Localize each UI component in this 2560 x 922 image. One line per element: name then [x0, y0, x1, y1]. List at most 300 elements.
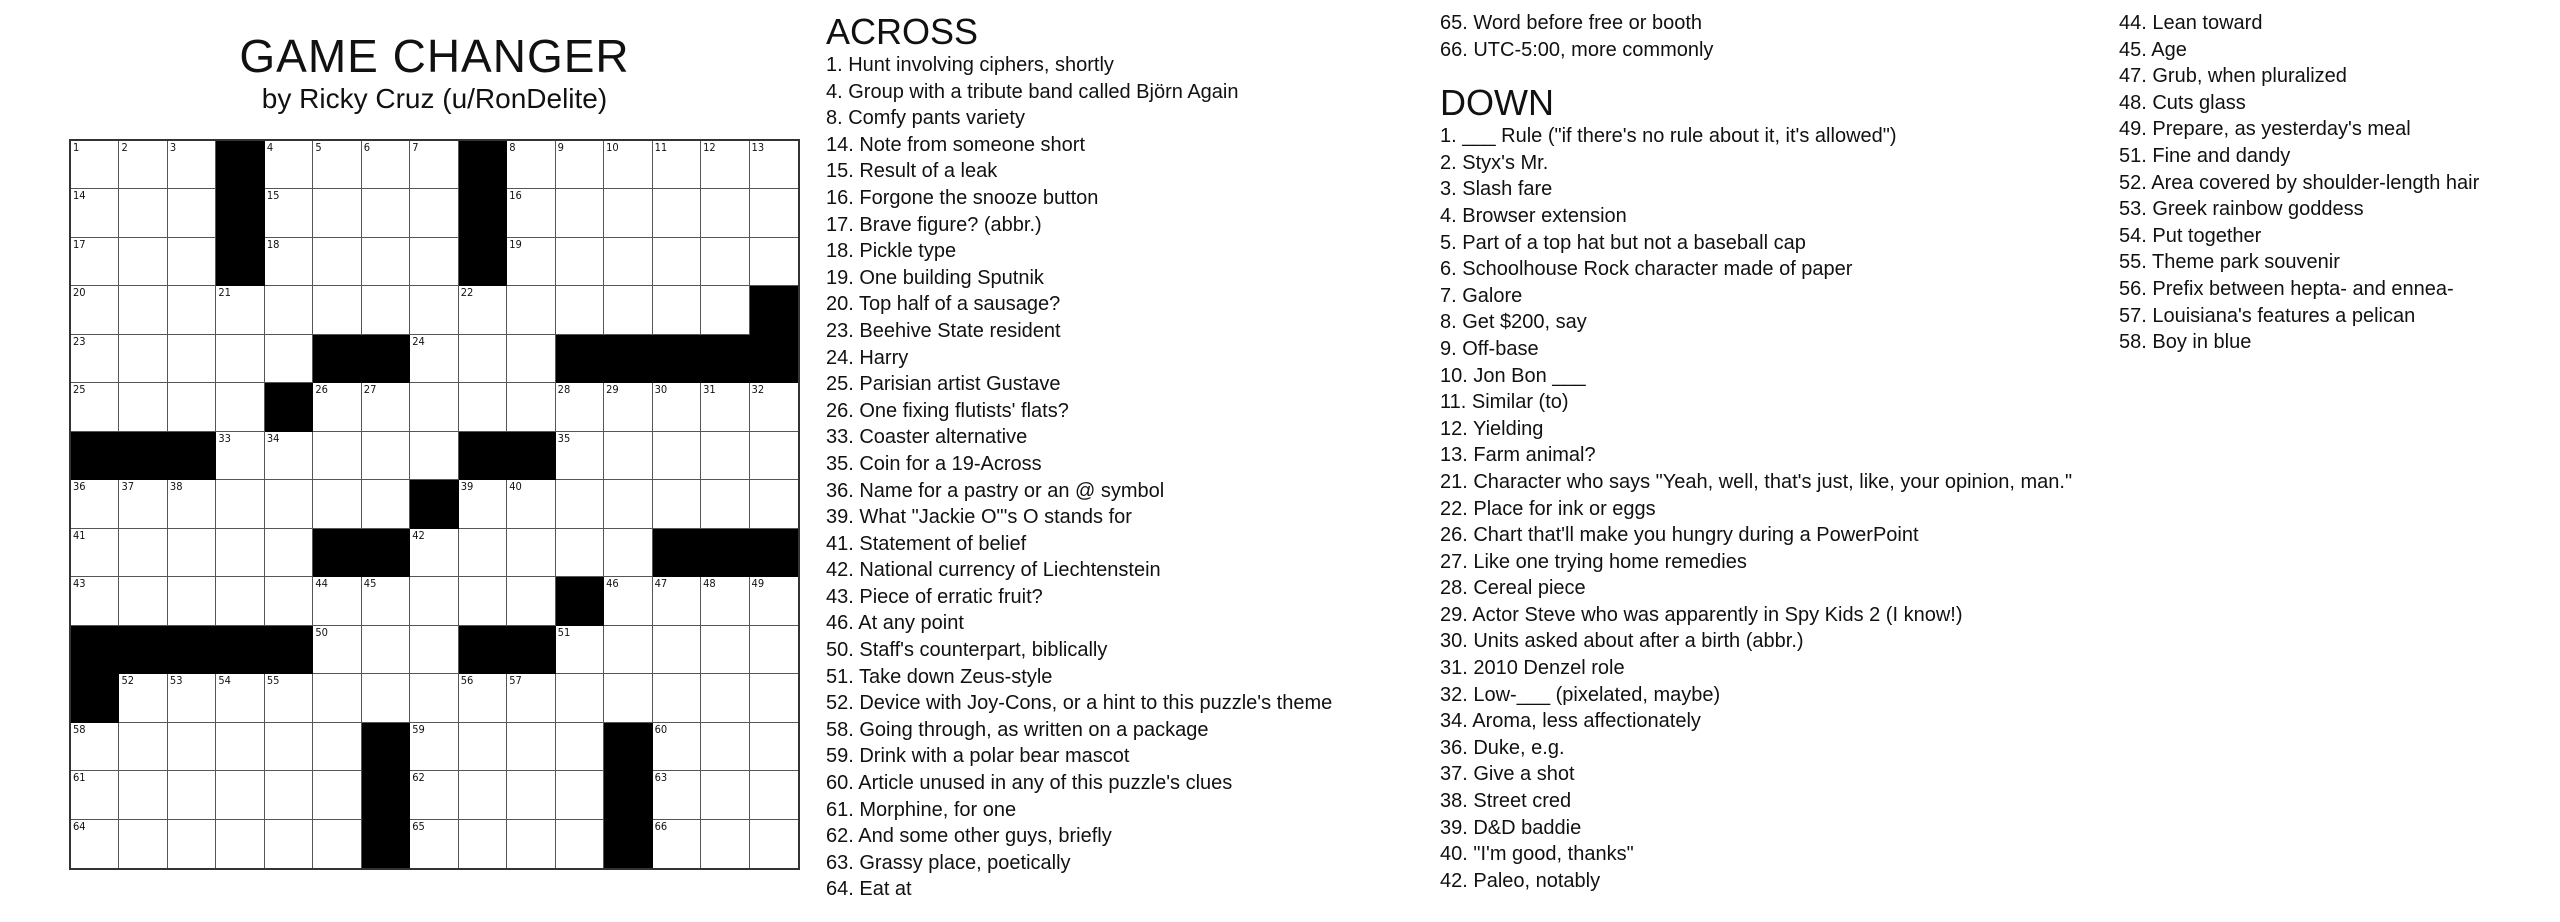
down-clue[interactable]: 4. Browser extension — [1440, 204, 1627, 227]
across-clue[interactable]: 4. Group with a tribute band called Björn Again — [826, 80, 1239, 103]
cell-number: 47 — [654, 577, 668, 591]
grid-cell[interactable] — [556, 723, 604, 771]
across-clue[interactable]: 24. Harry — [826, 346, 909, 369]
grid-cell[interactable] — [410, 335, 458, 383]
grid-cell[interactable] — [216, 286, 264, 334]
grid-cell[interactable] — [216, 480, 264, 528]
grid-cell[interactable] — [701, 286, 749, 334]
grid-cell[interactable] — [168, 674, 216, 722]
grid-cell[interactable] — [556, 432, 604, 480]
grid-cell[interactable] — [750, 480, 798, 528]
grid-cell[interactable] — [71, 383, 119, 431]
grid-cell[interactable] — [313, 674, 361, 722]
black-square — [265, 626, 313, 674]
grid-cell[interactable] — [313, 723, 361, 771]
down-clue[interactable]: 40. "I'm good, thanks" — [1440, 843, 1634, 866]
across-clue[interactable]: 58. Going through, as written on a package — [826, 718, 1209, 741]
grid-cell[interactable] — [265, 432, 313, 480]
grid-cell[interactable] — [313, 771, 361, 819]
cell-number: 29 — [606, 383, 619, 397]
across-clue[interactable]: 62. And some other guys, briefly — [826, 825, 1112, 848]
grid-cell[interactable] — [265, 238, 313, 286]
down-clue[interactable]: 48. Cuts glass — [2119, 91, 2246, 114]
grid-cell[interactable] — [265, 480, 313, 528]
across-clue[interactable]: 52. Device with Joy-Cons, or a hint to this puzzle's theme — [826, 692, 1333, 715]
black-square — [653, 529, 701, 577]
down-clue[interactable]: 47. Grub, when pluralized — [2119, 65, 2347, 88]
grid-cell[interactable] — [168, 723, 216, 771]
cell-number: 28 — [557, 383, 571, 397]
across-clue[interactable]: 17. Brave figure? (abbr.) — [826, 213, 1042, 236]
grid-cell[interactable] — [556, 189, 604, 237]
grid-cell[interactable] — [459, 723, 507, 771]
across-clue[interactable]: 35. Coin for a 19-Across — [826, 452, 1042, 475]
grid-cell[interactable] — [410, 141, 458, 189]
down-clue[interactable]: 7. Galore — [1440, 284, 1523, 307]
grid-cell[interactable] — [362, 238, 410, 286]
cell-number: 3 — [169, 141, 177, 154]
across-clue[interactable]: 25. Parisian artist Gustave — [826, 373, 1061, 396]
across-clue[interactable]: 15. Result of a leak — [826, 160, 998, 183]
grid-cell[interactable] — [507, 238, 555, 286]
grid-cell[interactable] — [556, 480, 604, 528]
grid-cell[interactable] — [410, 432, 458, 480]
cell-number: 54 — [218, 674, 231, 688]
across-clue[interactable]: 19. One building Sputnik — [826, 266, 1044, 289]
grid-cell[interactable] — [750, 141, 798, 189]
grid-cell[interactable] — [119, 286, 167, 334]
black-square — [119, 626, 167, 674]
black-square — [313, 335, 361, 383]
grid-cell[interactable] — [410, 626, 458, 674]
grid-cell[interactable] — [313, 432, 361, 480]
down-clue[interactable]: 5. Part of a top hat but not a baseball cap — [1440, 231, 1806, 254]
grid-cell[interactable] — [362, 626, 410, 674]
grid-cell[interactable] — [71, 577, 119, 625]
grid-cell[interactable] — [556, 771, 604, 819]
down-clue[interactable]: 36. Duke, e.g. — [1440, 736, 1565, 759]
grid-cell[interactable] — [119, 141, 167, 189]
across-clue[interactable]: 8. Comfy pants variety — [826, 107, 1025, 130]
grid-cell[interactable] — [459, 335, 507, 383]
across-clue[interactable]: 18. Pickle type — [826, 240, 957, 263]
grid-cell[interactable] — [119, 480, 167, 528]
grid-cell[interactable] — [119, 189, 167, 237]
grid-cell[interactable] — [701, 723, 749, 771]
grid-cell[interactable] — [507, 723, 555, 771]
down-clue[interactable]: 6. Schoolhouse Rock character made of paper — [1440, 258, 1853, 281]
grid-cell[interactable] — [313, 383, 361, 431]
grid-cell[interactable] — [701, 771, 749, 819]
cell-number: 15 — [266, 189, 280, 203]
grid-cell[interactable] — [653, 189, 701, 237]
across-clue[interactable]: 61. Morphine, for one — [826, 798, 1017, 821]
grid-cell[interactable] — [653, 577, 701, 625]
cell-number: 30 — [654, 383, 668, 397]
grid-cell[interactable] — [459, 529, 507, 577]
grid-cell[interactable] — [653, 238, 701, 286]
across-clue[interactable]: 1. Hunt involving ciphers, shortly — [826, 54, 1114, 76]
grid-cell[interactable] — [71, 141, 119, 189]
cell-number: 26 — [315, 383, 328, 397]
grid-cell[interactable] — [216, 771, 264, 819]
grid-cell[interactable] — [119, 577, 167, 625]
down-clue[interactable]: 11. Similar (to) — [1440, 391, 1569, 414]
grid-cell[interactable] — [750, 674, 798, 722]
cell-number: 25 — [73, 383, 86, 397]
grid-cell[interactable] — [71, 771, 119, 819]
grid-cell[interactable] — [313, 189, 361, 237]
black-square — [362, 820, 410, 868]
cell-number: 34 — [266, 431, 280, 445]
cell-number: 4 — [266, 141, 274, 154]
across-clue[interactable]: 16. Forgone the snooze button — [826, 186, 1099, 209]
grid-cell[interactable] — [216, 432, 264, 480]
grid-cell[interactable] — [701, 141, 749, 189]
down-clue[interactable]: 51. Fine and dandy — [2119, 144, 2291, 167]
grid-cell[interactable] — [265, 529, 313, 577]
grid-cell[interactable] — [168, 480, 216, 528]
grid-cell[interactable] — [750, 238, 798, 286]
grid-cell[interactable] — [410, 189, 458, 237]
grid-cell[interactable] — [507, 286, 555, 334]
grid-cell[interactable] — [507, 820, 555, 868]
across-clue[interactable]: 26. One fixing flutists' flats? — [826, 399, 1069, 422]
grid-cell[interactable] — [168, 335, 216, 383]
grid-cell[interactable] — [410, 383, 458, 431]
black-square — [362, 529, 410, 577]
grid-cell[interactable] — [701, 626, 749, 674]
down-clue[interactable]: 2. Styx's Mr. — [1440, 151, 1549, 174]
grid-cell[interactable] — [265, 335, 313, 383]
grid-cell[interactable] — [168, 771, 216, 819]
grid-cell[interactable] — [459, 480, 507, 528]
grid-cell[interactable] — [459, 383, 507, 431]
grid-cell[interactable] — [410, 286, 458, 334]
grid-cell[interactable] — [265, 286, 313, 334]
grid-cell[interactable] — [410, 238, 458, 286]
grid-cell[interactable] — [653, 723, 701, 771]
grid-cell[interactable] — [604, 383, 652, 431]
down-clue[interactable]: 31. 2010 Denzel role — [1440, 657, 1625, 680]
grid-cell[interactable] — [265, 771, 313, 819]
grid-cell[interactable] — [216, 723, 264, 771]
black-square — [168, 432, 216, 480]
grid-cell[interactable] — [216, 529, 264, 577]
grid-cell[interactable] — [653, 141, 701, 189]
down-clue[interactable]: 49. Prepare, as yesterday's meal — [2119, 118, 2411, 141]
down-clue[interactable]: 1. ___ Rule ("if there's no rule about it, it's allowed") — [1440, 125, 1897, 148]
grid-cell[interactable] — [265, 577, 313, 625]
cell-number: 41 — [73, 528, 86, 542]
grid-cell[interactable] — [119, 529, 167, 577]
grid-cell[interactable] — [362, 674, 410, 722]
grid-cell[interactable] — [216, 577, 264, 625]
grid-cell[interactable] — [410, 577, 458, 625]
grid-cell[interactable] — [701, 480, 749, 528]
grid-cell[interactable] — [119, 383, 167, 431]
grid-cell[interactable] — [701, 674, 749, 722]
grid-cell[interactable] — [71, 286, 119, 334]
grid-cell[interactable] — [71, 480, 119, 528]
grid-cell[interactable] — [459, 820, 507, 868]
grid-cell[interactable] — [604, 286, 652, 334]
grid-cell[interactable] — [168, 141, 216, 189]
grid-cell[interactable] — [604, 674, 652, 722]
grid-cell[interactable] — [556, 626, 604, 674]
black-square — [604, 335, 652, 383]
down-clue[interactable]: 45. Age — [2119, 38, 2187, 61]
grid-cell[interactable] — [362, 577, 410, 625]
black-square — [556, 577, 604, 625]
across-clue[interactable]: 64. Eat at — [826, 878, 912, 901]
grid-cell[interactable] — [507, 771, 555, 819]
grid-cell[interactable] — [119, 820, 167, 868]
across-clue[interactable]: 46. At any point — [826, 612, 964, 635]
across-clue[interactable]: 39. What "Jackie O"'s O stands for — [826, 506, 1132, 529]
black-square — [216, 141, 264, 189]
across-clue[interactable]: 59. Drink with a polar bear mascot — [826, 745, 1130, 768]
grid-cell[interactable] — [701, 189, 749, 237]
down-clue[interactable]: 57. Louisiana's features a pelican — [2119, 304, 2416, 327]
cell-number: 22 — [460, 286, 474, 300]
grid-cell[interactable] — [410, 723, 458, 771]
grid-cell[interactable] — [265, 674, 313, 722]
grid-cell[interactable] — [701, 383, 749, 431]
grid-cell[interactable] — [507, 141, 555, 189]
grid-cell[interactable] — [556, 141, 604, 189]
grid-cell[interactable] — [653, 432, 701, 480]
grid-cell[interactable] — [216, 820, 264, 868]
grid-cell[interactable] — [168, 577, 216, 625]
cell-number: 64 — [73, 819, 86, 833]
grid-cell[interactable] — [507, 189, 555, 237]
grid-cell[interactable] — [653, 674, 701, 722]
grid-cell[interactable] — [168, 820, 216, 868]
grid-cell[interactable] — [459, 771, 507, 819]
grid-cell[interactable] — [313, 480, 361, 528]
grid-cell[interactable] — [362, 480, 410, 528]
down-clue[interactable]: 52. Area covered by shoulder-length hair — [2119, 171, 2480, 194]
grid-cell[interactable] — [265, 141, 313, 189]
down-clue[interactable]: 21. Character who says "Yeah, well, that's just, like, your opinion, man." — [1440, 470, 2073, 493]
down-clue[interactable]: 56. Prefix between hepta- and ennea- — [2119, 277, 2454, 300]
grid-cell[interactable] — [313, 626, 361, 674]
grid-cell[interactable] — [71, 189, 119, 237]
down-clue[interactable]: 13. Farm animal? — [1440, 444, 1596, 467]
grid-cell[interactable] — [556, 674, 604, 722]
cell-number: 52 — [121, 674, 135, 688]
grid-cell[interactable] — [604, 626, 652, 674]
down-clue[interactable]: 27. Like one trying home remedies — [1440, 550, 1747, 573]
across-clue[interactable]: 14. Note from someone short — [826, 133, 1086, 156]
grid-cell[interactable] — [750, 723, 798, 771]
cell-number: 44 — [315, 577, 328, 591]
down-clue[interactable]: 8. Get $200, say — [1440, 311, 1587, 334]
down-clue[interactable]: 42. Paleo, notably — [1440, 869, 1601, 892]
grid-cell[interactable] — [701, 820, 749, 868]
grid-cell[interactable] — [750, 432, 798, 480]
across-clue[interactable]: 43. Piece of erratic fruit? — [826, 585, 1043, 608]
grid-cell[interactable] — [750, 577, 798, 625]
cell-number: 23 — [73, 334, 86, 348]
grid-cell[interactable] — [313, 577, 361, 625]
grid-cell[interactable] — [313, 238, 361, 286]
grid-cell[interactable] — [119, 238, 167, 286]
grid-cell[interactable] — [653, 820, 701, 868]
down-clue[interactable]: 38. Street cred — [1440, 790, 1572, 813]
grid-cell[interactable] — [459, 286, 507, 334]
black-square — [71, 674, 119, 722]
grid-cell[interactable] — [71, 820, 119, 868]
down-clue[interactable]: 3. Slash fare — [1440, 178, 1553, 201]
grid-cell[interactable] — [119, 335, 167, 383]
black-square — [604, 820, 652, 868]
grid-cell[interactable] — [362, 189, 410, 237]
grid-cell[interactable] — [604, 480, 652, 528]
cell-number: 51 — [557, 625, 571, 639]
grid-cell[interactable] — [168, 529, 216, 577]
cell-number: 39 — [460, 480, 474, 494]
grid-cell[interactable] — [313, 286, 361, 334]
grid-cell[interactable] — [653, 286, 701, 334]
across-clue[interactable]: 65. Word before free or booth — [1440, 12, 1703, 34]
grid-cell[interactable] — [71, 723, 119, 771]
grid-cell[interactable] — [750, 383, 798, 431]
black-square — [750, 335, 798, 383]
clues-column-3 — [2119, 10, 2479, 356]
across-clue[interactable]: 66. UTC-5:00, more commonly — [1440, 38, 1714, 61]
grid-cell[interactable] — [750, 771, 798, 819]
across-clue[interactable]: 51. Take down Zeus-style — [826, 665, 1053, 688]
grid-cell[interactable] — [410, 674, 458, 722]
across-clue[interactable]: 63. Grassy place, poetically — [826, 851, 1071, 874]
grid-cell[interactable] — [410, 529, 458, 577]
grid-cell[interactable] — [507, 674, 555, 722]
grid-cell[interactable] — [604, 529, 652, 577]
grid-cell[interactable] — [313, 820, 361, 868]
grid-cell[interactable] — [507, 383, 555, 431]
grid-cell[interactable] — [119, 674, 167, 722]
grid-cell[interactable] — [604, 577, 652, 625]
grid-cell[interactable] — [265, 189, 313, 237]
cell-number: 24 — [412, 334, 425, 348]
down-clue[interactable]: 53. Greek rainbow goddess — [2119, 198, 2364, 221]
cell-number: 32 — [751, 383, 765, 397]
grid-cell[interactable] — [604, 238, 652, 286]
down-clue[interactable]: 55. Theme park souvenir — [2119, 251, 2340, 274]
crossword-grid[interactable] — [69, 139, 800, 870]
grid-cell[interactable] — [459, 674, 507, 722]
grid-cell[interactable] — [459, 577, 507, 625]
down-clue[interactable]: 28. Cereal piece — [1440, 577, 1586, 600]
grid-cell[interactable] — [701, 432, 749, 480]
across-clue[interactable]: 42. National currency of Liechtenstein — [826, 559, 1161, 582]
grid-cell[interactable] — [71, 335, 119, 383]
grid-cell[interactable] — [71, 238, 119, 286]
down-clue[interactable]: 29. Actor Steve who was apparently in Spy Kids 2 (I know!) — [1440, 603, 1963, 626]
grid-cell[interactable] — [556, 820, 604, 868]
grid-cell[interactable] — [653, 771, 701, 819]
across-clue[interactable]: 23. Beehive State resident — [826, 319, 1061, 342]
grid-cell[interactable] — [604, 432, 652, 480]
grid-cell[interactable] — [653, 626, 701, 674]
grid-cell[interactable] — [168, 238, 216, 286]
down-clue[interactable]: 22. Place for ink or eggs — [1440, 497, 1656, 520]
across-clue[interactable]: 20. Top half of a sausage? — [826, 293, 1061, 316]
grid-cell[interactable] — [507, 480, 555, 528]
grid-cell[interactable] — [119, 723, 167, 771]
grid-cell[interactable] — [750, 820, 798, 868]
grid-cell[interactable] — [216, 383, 264, 431]
down-clue[interactable]: 12. Yielding — [1440, 417, 1544, 440]
grid-cell[interactable] — [556, 238, 604, 286]
grid-cell[interactable] — [216, 674, 264, 722]
across-clue[interactable]: 36. Name for a pastry or an @ symbol — [826, 479, 1165, 502]
grid-cell[interactable] — [507, 577, 555, 625]
grid-cell[interactable] — [216, 335, 264, 383]
across-clue[interactable]: 41. Statement of belief — [826, 532, 1027, 555]
grid-cell[interactable] — [410, 771, 458, 819]
grid-cell[interactable] — [119, 771, 167, 819]
grid-cell[interactable] — [362, 432, 410, 480]
grid-cell[interactable] — [362, 286, 410, 334]
grid-cell[interactable] — [750, 626, 798, 674]
grid-cell[interactable] — [71, 529, 119, 577]
grid-cell[interactable] — [168, 383, 216, 431]
grid-cell[interactable] — [556, 529, 604, 577]
grid-cell[interactable] — [507, 335, 555, 383]
grid-cell[interactable] — [168, 189, 216, 237]
grid-cell[interactable] — [604, 189, 652, 237]
grid-cell[interactable] — [362, 383, 410, 431]
across-clue[interactable]: 33. Coaster alternative — [826, 426, 1028, 449]
across-clue[interactable]: 60. Article unused in any of this puzzle's clues — [826, 772, 1233, 795]
grid-cell[interactable] — [410, 820, 458, 868]
grid-cell[interactable] — [750, 189, 798, 237]
down-clue[interactable]: 30. Units asked about after a birth (abbr.) — [1440, 630, 1804, 653]
cell-number: 57 — [509, 674, 522, 688]
grid-cell[interactable] — [265, 820, 313, 868]
grid-cell[interactable] — [265, 723, 313, 771]
down-clue[interactable]: 9. Off-base — [1440, 337, 1539, 360]
grid-cell[interactable] — [653, 383, 701, 431]
grid-cell[interactable] — [653, 480, 701, 528]
down-clue[interactable]: 32. Low-___ (pixelated, maybe) — [1440, 683, 1721, 706]
down-clue[interactable]: 37. Give a shot — [1440, 763, 1575, 786]
grid-cell[interactable] — [701, 577, 749, 625]
grid-cell[interactable] — [556, 286, 604, 334]
grid-cell[interactable] — [168, 286, 216, 334]
grid-cell[interactable] — [313, 141, 361, 189]
black-square — [410, 480, 458, 528]
down-clue[interactable]: 26. Chart that'll make you hungry during a PowerPoint — [1440, 524, 1919, 547]
down-clue[interactable]: 10. Jon Bon ___ — [1440, 364, 1586, 387]
down-clue[interactable]: 39. D&D baddie — [1440, 816, 1582, 839]
grid-cell[interactable] — [507, 529, 555, 577]
cell-number: 12 — [703, 141, 716, 154]
grid-cell[interactable] — [604, 141, 652, 189]
down-clue[interactable]: 34. Aroma, less affectionately — [1440, 710, 1701, 733]
down-clue[interactable]: 54. Put together — [2119, 224, 2262, 247]
cell-number: 45 — [363, 577, 377, 591]
down-clue[interactable]: 58. Boy in blue — [2119, 331, 2252, 354]
down-clue[interactable]: 44. Lean toward — [2119, 12, 2263, 34]
grid-cell[interactable] — [701, 238, 749, 286]
grid-cell[interactable] — [362, 141, 410, 189]
grid-cell[interactable] — [556, 383, 604, 431]
across-clue[interactable]: 50. Staff's counterpart, biblically — [826, 639, 1108, 662]
